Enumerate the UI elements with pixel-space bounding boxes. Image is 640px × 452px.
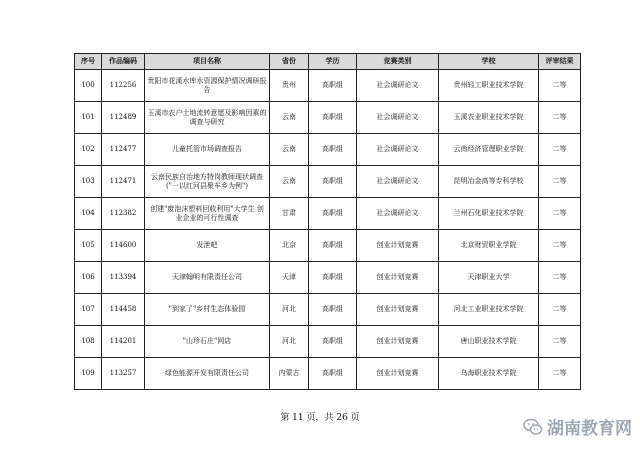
cell-result: 二等 [539,262,581,294]
cell-result: 二等 [539,70,581,102]
cell-project-name: 贵阳市花溪水库水资源保护情况调研报告 [145,70,270,102]
cell-education: 高职组 [309,326,357,358]
cell-project-name: 玉溪市农户土地流转意愿及影响因素的调查与研究 [145,102,270,134]
watermark [523,414,632,439]
cell-result: 二等 [539,230,581,262]
cell-result: 二等 [539,102,581,134]
header-result: 评审结果 [539,54,581,70]
cell-education: 高职组 [309,70,357,102]
cell-school: 云南经济管理职业学院 [439,134,539,166]
cell-province: 河北 [270,294,309,326]
cell-code: 112471 [102,166,145,198]
cell-category: 社会调研论文 [357,198,439,230]
cell-province: 云南 [270,134,309,166]
cell-index: 103 [75,166,102,198]
cell-category: 创业计划竞赛 [357,294,439,326]
header-category: 竞赛类别 [357,54,439,70]
table-row [75,358,581,390]
cell-index: 109 [75,358,102,390]
cell-code: 114600 [102,230,145,262]
cell-school: 唐山职业技术学院 [439,326,539,358]
table-row [75,166,581,198]
cell-province: 天津 [270,262,309,294]
cell-category: 创业计划竞赛 [357,326,439,358]
cell-education: 高职组 [309,262,357,294]
cell-index: 100 [75,70,102,102]
table-row [75,134,581,166]
cell-index: 105 [75,230,102,262]
cell-education: 高职组 [309,198,357,230]
cell-category: 社会调研论文 [357,134,439,166]
cell-code: 114458 [102,294,145,326]
table-row [75,102,581,134]
cell-code: 112382 [102,198,145,230]
cell-school: 兰州石化职业技术学院 [439,198,539,230]
cell-province: 贵州 [270,70,309,102]
cell-project-name: 儿童托管市场调查报告 [145,134,270,166]
table-row [75,70,581,102]
cell-school: 贵州轻工职业技术学院 [439,70,539,102]
cell-school: 天津职业大学 [439,262,539,294]
cell-school: 玉溪农业职业技术学院 [439,102,539,134]
header-province: 省份 [270,54,309,70]
cell-category: 创业计划竞赛 [357,230,439,262]
cell-project-name: "山珍石庄"网店 [145,326,270,358]
cell-result: 二等 [539,358,581,390]
cell-index: 106 [75,262,102,294]
cell-category: 社会调研论文 [357,70,439,102]
cell-project-name: 创建"废泡沫塑料回收利用"大学生 创业企业的可行性调查 [145,198,270,230]
cell-education: 高职组 [309,134,357,166]
cell-result: 二等 [539,166,581,198]
cell-province: 河北 [270,326,309,358]
cell-code: 112477 [102,134,145,166]
cell-category: 创业计划竞赛 [357,262,439,294]
cell-project-name: 云南民族自治地方特岗教师现状调查("一以红河县聚车乡为例") [145,166,270,198]
cell-code: 114201 [102,326,145,358]
header-code: 作品编码 [102,54,145,70]
cell-code: 112256 [102,70,145,102]
header-education: 学历 [309,54,357,70]
cell-index: 108 [75,326,102,358]
cell-province: 云南 [270,102,309,134]
cell-index: 107 [75,294,102,326]
table-body [75,70,581,390]
cell-school: 乌海职业技术学院 [439,358,539,390]
cell-index: 101 [75,102,102,134]
cell-province: 北京 [270,230,309,262]
cell-result: 二等 [539,198,581,230]
table-row [75,198,581,230]
award-table [74,53,581,390]
header-index: 序号 [75,54,102,70]
cell-project-name: "到家了"乡村生态体验园 [145,294,270,326]
cell-category: 创业计划竞赛 [357,358,439,390]
table-row [75,230,581,262]
cell-result: 二等 [539,294,581,326]
cell-school: 北京财贸职业学院 [439,230,539,262]
table-row [75,262,581,294]
cell-project-name: 天津翰明有限责任公司 [145,262,270,294]
table-row [75,326,581,358]
cell-school: 昆明冶金高等专科学校 [439,166,539,198]
cell-province: 内蒙古 [270,358,309,390]
header-project-name: 项目名称 [145,54,270,70]
cell-result: 二等 [539,326,581,358]
cell-category: 社会调研论文 [357,102,439,134]
cell-category: 社会调研论文 [357,166,439,198]
cell-education: 高职组 [309,294,357,326]
table-header-row [75,54,581,70]
cell-project-name: 绿色能源开发有限责任公司 [145,358,270,390]
cell-province: 云南 [270,166,309,198]
watermark-text: 湖南教育网 [547,419,632,439]
cell-index: 104 [75,198,102,230]
cell-project-name: 发泄吧 [145,230,270,262]
cell-index: 102 [75,134,102,166]
header-school: 学校 [439,54,539,70]
cell-code: 113394 [102,262,145,294]
cell-education: 高职组 [309,358,357,390]
page-number: 第 11 页，共 26 页 [280,413,360,423]
table-row [75,294,581,326]
cell-school: 河北工业职业技术学院 [439,294,539,326]
cell-code: 112489 [102,102,145,134]
wechat-icon [523,418,543,436]
cell-education: 高职组 [309,102,357,134]
cell-education: 高职组 [309,166,357,198]
cell-education: 高职组 [309,230,357,262]
cell-code: 113257 [102,358,145,390]
cell-province: 甘肃 [270,198,309,230]
cell-result: 二等 [539,134,581,166]
